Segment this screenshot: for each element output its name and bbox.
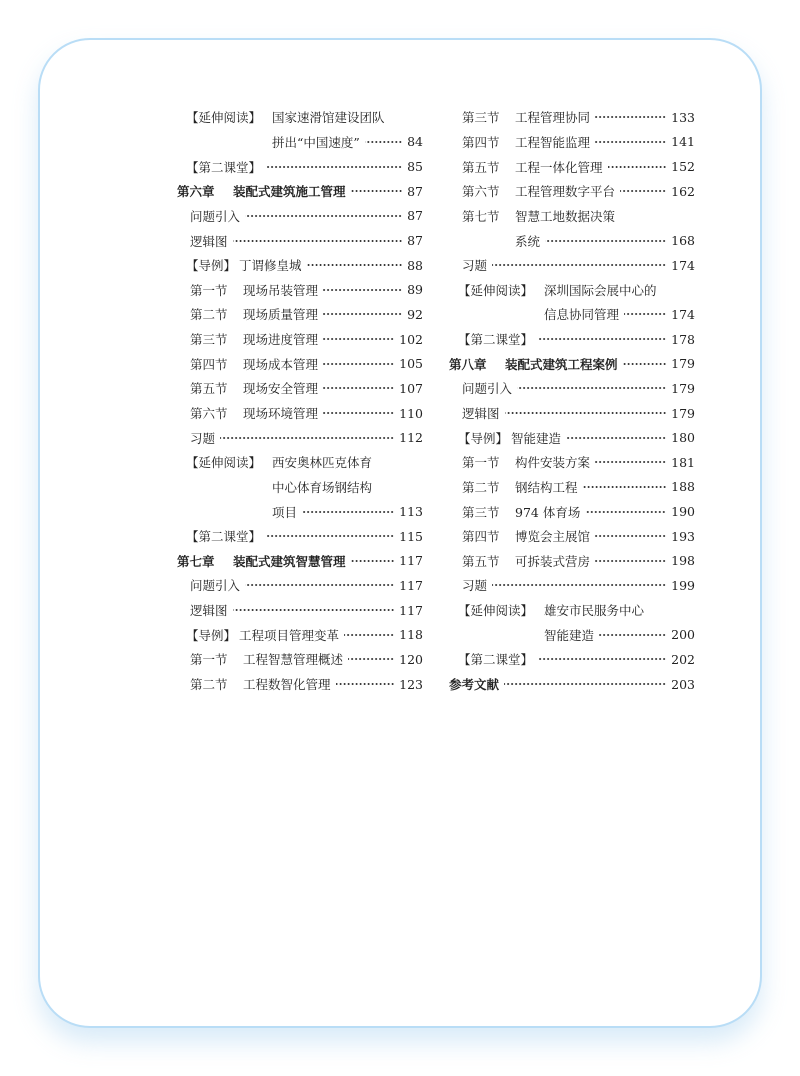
page-number: 112 [399,430,423,446]
dot-leader [599,632,666,638]
dot-leader [505,410,667,416]
dot-leader [595,459,666,465]
entry-title: 智能建造 [511,430,562,446]
toc-entry[interactable] [177,105,423,130]
page-number: 188 [671,479,695,495]
entry-title: 系统 [515,233,541,249]
page-number: 117 [399,602,423,618]
entry-title: 现场环境管理 [243,406,319,421]
toc-entry[interactable] [449,253,695,278]
toc-entry[interactable] [449,401,695,426]
entry-prefix: 【延伸阅读】 [186,455,262,471]
toc-entry[interactable] [177,277,423,302]
toc-entry[interactable] [449,327,695,352]
toc-entry[interactable] [177,401,423,426]
entry-prefix: 第五节 [462,159,500,175]
toc-entry[interactable] [177,376,423,401]
entry-title: 工程一体化管理 [515,159,603,175]
page-number: 118 [399,627,423,643]
entry-title: 国家速滑馆建设团队 [272,110,385,126]
toc-chapter-entry[interactable] [177,179,423,204]
dot-leader [351,558,395,564]
entry-title: 工程智慧管理概述 [243,652,344,668]
toc-chapter-entry[interactable] [449,351,695,376]
page-number: 179 [671,405,695,421]
entry-title: 信息协同管理 [544,307,620,323]
entry-prefix: 【导例】 [458,430,509,446]
dot-leader [566,435,666,441]
page-number: 87 [407,233,423,249]
toc-entry[interactable] [177,647,423,672]
page-number: 162 [671,183,695,199]
page-number: 181 [671,454,695,470]
dot-leader [323,311,402,317]
toc-entry[interactable] [177,130,423,155]
entry-prefix: 第八章 [449,356,487,372]
entry-title: 丁谓修皇城 [239,258,302,274]
dot-leader [307,262,403,268]
entry-title: 现场吊装管理 [243,282,319,298]
entry-title: 工程数智化管理 [243,677,331,693]
page-number: 203 [671,676,695,692]
dot-leader [323,361,394,367]
toc-entry[interactable] [177,154,423,179]
entry-prefix: 第二节 [190,677,228,693]
page-number: 87 [407,208,423,224]
dot-leader [624,311,666,317]
page-number: 84 [407,134,423,150]
toc-entry[interactable] [449,524,695,549]
entry-title: 雄安市民服务中心 [544,603,645,619]
toc-entry[interactable] [177,425,423,450]
toc-chapter-entry[interactable] [449,672,695,697]
page-number: 123 [399,676,423,692]
dot-leader [233,607,395,613]
dot-leader [336,681,395,687]
toc-entry[interactable] [449,499,695,524]
dot-leader [608,164,667,170]
toc-entry[interactable] [177,524,423,549]
entry-title: 问题引入 [190,208,241,224]
entry-title: 工程管理协同 [515,110,591,126]
dot-leader [583,484,667,490]
page-number: 198 [671,553,695,569]
entry-prefix: 【第二课堂】 [458,332,534,348]
page-number: 117 [399,553,423,569]
entry-prefix: 第七章 [177,553,215,569]
dot-leader [323,336,394,342]
entry-prefix: 【第二课堂】 [186,159,262,175]
toc-chapter-entry[interactable] [177,549,423,574]
toc-entry[interactable] [177,622,423,647]
entry-title: 习题 [462,258,488,274]
entry-title: 习题 [462,578,488,594]
page-number: 89 [407,282,423,298]
entry-title: 工程管理数字平台 [515,184,616,200]
entry-title: 工程项目管理变革 [239,627,340,643]
toc-entry[interactable] [449,573,695,598]
entry-title: 现场安全管理 [243,381,319,397]
page-number: 107 [399,380,423,396]
page-number: 117 [399,577,423,593]
entry-title: 逻辑图 [190,233,228,249]
dot-leader [545,238,666,244]
dot-leader [323,410,394,416]
entry-prefix: 第六章 [177,184,215,200]
entry-prefix: 第四节 [462,134,500,150]
entry-title: 西安奥林匹克体育 [272,455,373,471]
toc-entry[interactable] [449,475,695,500]
toc-entry[interactable] [449,204,695,229]
page-number: 202 [671,651,695,667]
toc-entry[interactable] [177,228,423,253]
entry-prefix: 第四节 [462,529,500,545]
dot-leader [620,188,666,194]
entry-prefix: 第三节 [462,110,500,126]
entry-prefix: 第六节 [462,184,500,200]
dot-leader [266,533,394,539]
entry-prefix: 【第二课堂】 [186,529,262,545]
dot-leader [538,336,666,342]
entry-prefix: 第一节 [190,282,228,298]
entry-prefix: 第七节 [462,208,500,224]
toc-entry[interactable] [449,376,695,401]
page-number: 179 [671,356,695,372]
toc-entry[interactable] [449,277,695,302]
entry-title: 可拆装式营房 [515,553,591,569]
page-number: 199 [671,577,695,593]
entry-prefix: 第二节 [190,307,228,323]
entry-title: 中心体育场钢结构 [272,479,373,495]
page-number: 110 [399,405,423,421]
page-number: 133 [671,109,695,125]
page-number: 120 [399,651,423,667]
page-number: 113 [399,504,423,520]
entry-title: 拼出“中国速度” [272,134,360,150]
entry-title: 构件安装方案 [515,455,591,471]
page-number: 174 [671,306,695,322]
dot-leader [233,238,403,244]
dot-leader [595,533,666,539]
entry-title: 习题 [190,430,216,446]
entry-title: 装配式建筑智慧管理 [233,553,346,569]
page-number: 168 [671,233,695,249]
entry-title: 钢结构工程 [515,479,578,495]
dot-leader [245,213,402,219]
entry-prefix: 第六节 [190,406,228,421]
page-number: 102 [399,331,423,347]
dot-leader [323,287,402,293]
toc-entry[interactable] [177,351,423,376]
dot-leader [266,164,402,170]
toc-entry[interactable] [177,302,423,327]
page-number: 152 [671,159,695,175]
toc-entry[interactable] [449,598,695,623]
entry-prefix: 【延伸阅读】 [458,603,534,619]
page-number: 87 [407,183,423,199]
toc-entry[interactable] [177,573,423,598]
entry-prefix: 第三节 [190,332,228,348]
page-number: 105 [399,356,423,372]
toc-column-left [177,105,423,696]
page-number: 193 [671,528,695,544]
entry-title: 现场进度管理 [243,332,319,348]
toc-entry[interactable] [449,302,695,327]
entry-title: 现场成本管理 [243,356,319,372]
entry-prefix: 【第二课堂】 [458,652,534,668]
toc-entry[interactable] [177,672,423,697]
dot-leader [623,361,667,367]
toc-entry[interactable] [449,228,695,253]
entry-title: 深圳国际会展中心的 [544,282,657,298]
toc-entry[interactable] [449,647,695,672]
entry-prefix: 第一节 [462,455,500,471]
page-number: 88 [407,257,423,273]
dot-leader [595,139,666,145]
entry-prefix: 【延伸阅读】 [186,110,262,126]
dot-leader [538,656,666,662]
page-number: 141 [671,134,695,150]
toc-entry[interactable] [177,475,423,500]
toc-entry[interactable] [449,549,695,574]
entry-title: 参考文献 [449,677,500,693]
entry-title: 工程智能监理 [515,134,591,150]
entry-prefix: 【导例】 [186,627,237,643]
entry-title: 装配式建筑工程案例 [505,356,618,372]
toc-entry[interactable] [177,598,423,623]
page-number: 200 [671,627,695,643]
page-number: 92 [407,306,423,322]
entry-title: 逻辑图 [190,603,228,619]
entry-title: 智能建造 [544,627,595,643]
dot-leader [517,385,666,391]
entry-title: 逻辑图 [462,406,500,421]
dot-leader [595,114,666,120]
toc-entry[interactable] [449,425,695,450]
toc-entry[interactable] [449,622,695,647]
dot-leader [365,139,402,145]
entry-title: 问题引入 [190,578,241,594]
entry-prefix: 第二节 [462,479,500,495]
entry-title: 现场质量管理 [243,307,319,323]
entry-title: 974 体育场 [515,504,581,520]
dot-leader [492,582,666,588]
entry-prefix: 【延伸阅读】 [458,282,534,298]
toc-entry[interactable] [449,154,695,179]
entry-prefix: 【导例】 [186,258,237,274]
page-number: 115 [399,528,423,544]
page-number: 179 [671,380,695,396]
toc-entry[interactable] [449,130,695,155]
entry-title: 项目 [272,504,298,520]
entry-prefix: 第一节 [190,652,228,668]
toc-entry[interactable] [177,450,423,475]
entry-prefix: 第三节 [462,504,500,520]
entry-prefix: 第五节 [462,553,500,569]
page-number: 180 [671,430,695,446]
toc-entry[interactable] [177,327,423,352]
dot-leader [245,582,394,588]
toc-column-right [449,105,695,696]
toc-entry[interactable] [449,179,695,204]
dot-leader [344,632,394,638]
entry-prefix: 第五节 [190,381,228,397]
dot-leader [585,509,666,515]
dot-leader [351,188,403,194]
entry-title: 装配式建筑施工管理 [233,184,346,200]
dot-leader [302,509,394,515]
dot-leader [323,385,394,391]
page-number: 190 [671,504,695,520]
page-number: 174 [671,257,695,273]
dot-leader [348,656,394,662]
entry-title: 智慧工地数据决策 [515,208,616,224]
toc-entry[interactable] [177,499,423,524]
toc-entry[interactable] [177,253,423,278]
dot-leader [220,435,394,441]
entry-prefix: 第四节 [190,356,228,372]
dot-leader [504,681,666,687]
page-number: 85 [407,159,423,175]
dot-leader [492,262,666,268]
page-number: 178 [671,331,695,347]
toc-entry[interactable] [449,450,695,475]
toc-entry[interactable] [177,204,423,229]
entry-title: 博览会主展馆 [515,529,591,545]
dot-leader [595,558,666,564]
toc-entry[interactable] [449,105,695,130]
entry-title: 问题引入 [462,381,513,397]
